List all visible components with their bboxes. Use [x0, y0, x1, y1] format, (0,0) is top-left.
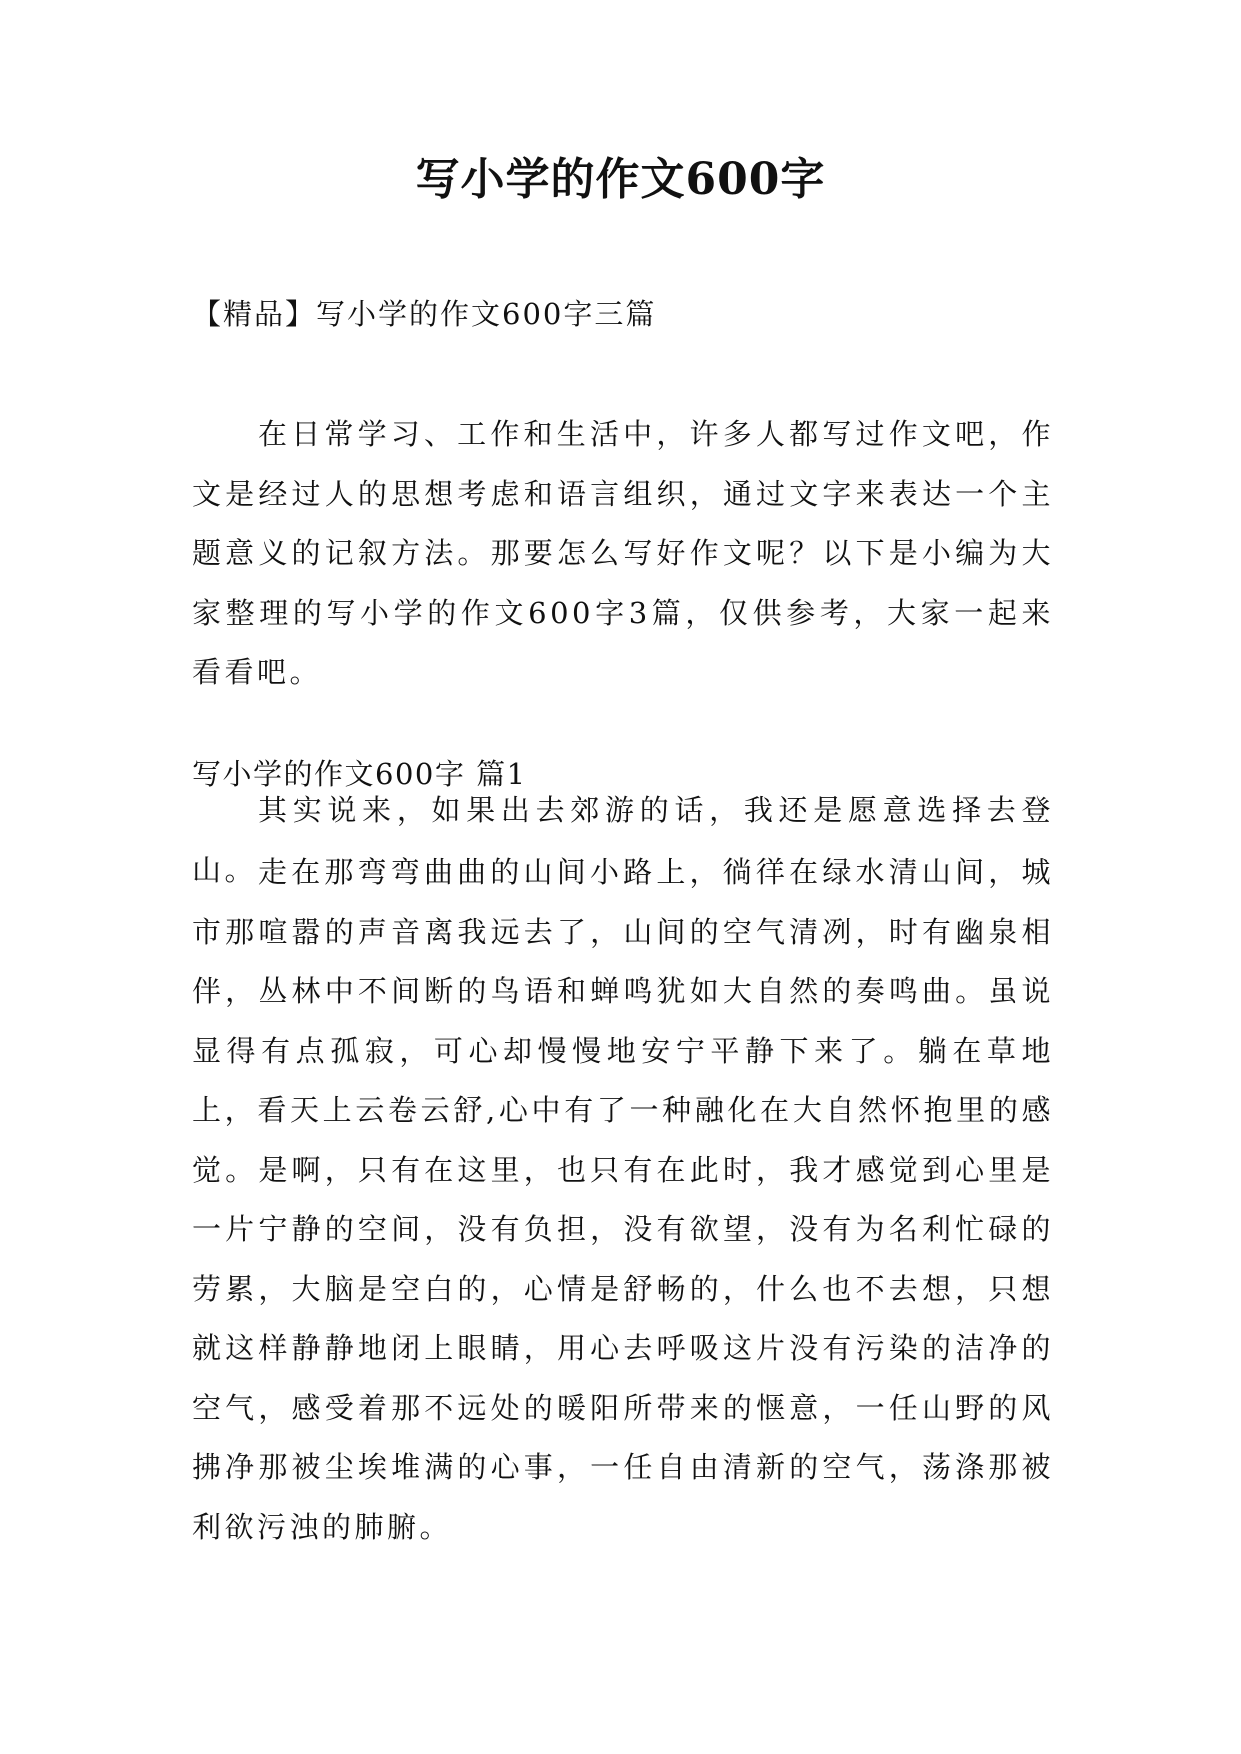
section-paragraph: 走在那弯弯曲曲的山间小路上，徜徉在绿水清山间，城市那喧嚣的声音离我远去了，山间的空气清冽，时有幽泉相伴，丛林中不间断的鸟语和蝉鸣犹如大自然的奏鸣曲。虽说显得有点孤寂，可心却慢慢地安宁平静下来了。躺在草地上，看天上云卷云舒,心中有了一种融化在大自然怀抱里的感觉。是啊，只有在这里，也只有在此时，我才感觉到心里是一片宁静的空间，没有负担，没有欲望，没有为名利忙碌的劳累，大脑是空白的，心情是舒畅的，什么也不去想，只想就这样静静地闭上眼睛，用心去呼吸这片没有污染的洁净的空气，感受着那不远处的暖阳所带来的惬意，一任山野的风拂净那被尘埃堆满的心事，一任自由清新的空气，荡涤那被利欲污浊的肺腑。	[192, 855, 1054, 1544]
section-heading: 写小学的作文600字 篇1	[192, 757, 527, 791]
document-title: 写小学的作文600字	[415, 154, 826, 205]
document-subtitle: 【精品】写小学的作文600字三篇	[192, 297, 657, 331]
section-paragraph: 其实说来，如果出去郊游的话，我还是愿意选择去登山。	[192, 793, 1054, 887]
intro-paragraph: 在日常学习、工作和生活中，许多人都写过作文吧，作文是经过人的思想考虑和语言组织，通过文字来表达一个主题意义的记叙方法。那要怎么写好作文呢？以下是小编为大家整理的写小学的作文600字3篇，仅供参考，大家一起来看看吧。	[192, 417, 1054, 689]
